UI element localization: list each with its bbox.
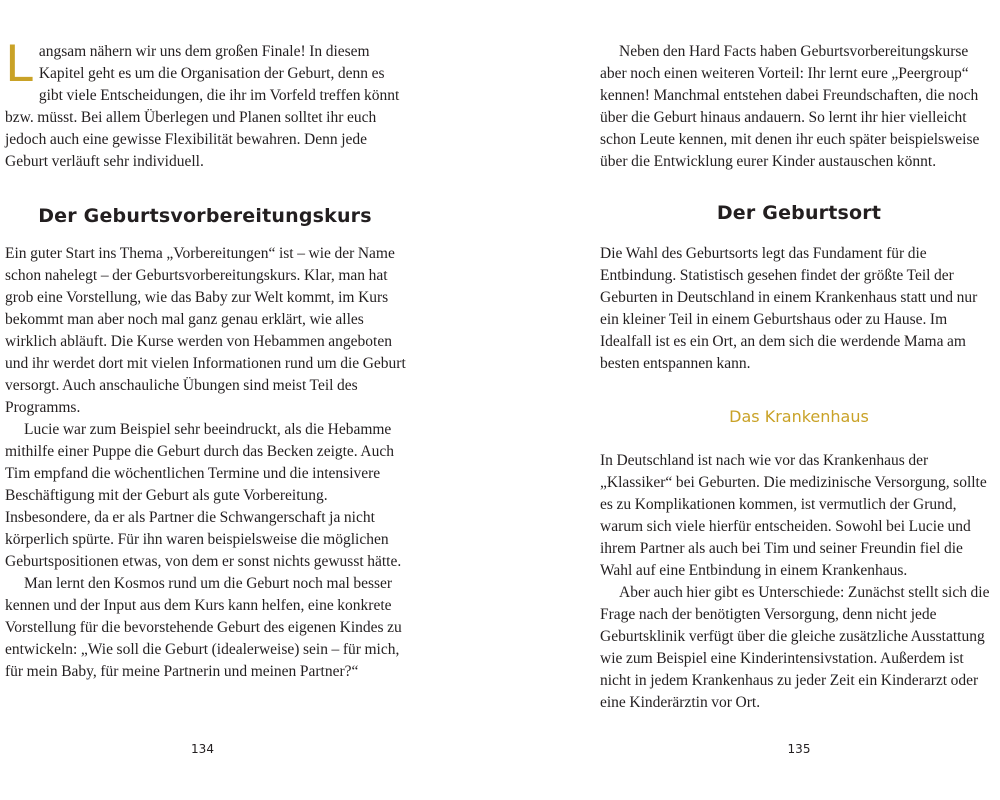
right-page [500,0,1000,800]
geburtsort-paragraph: Die Wahl des Geburtsorts legt das Fundament für die Entbindung. Statistisch gesehen findet der größte Teil der Geburten in Deutschland in einem Krankenhaus statt und nur ein kleiner Teil in einem Geburtshaus oder zu Hause. Im Idealfall ist es ein Ort, an dem sich die werdende Mama am besten entspannen kann. [600,245,978,372]
right-intro-paragraph: Neben den Hard Facts haben Geburtsvorbereitungskurse aber noch einen weiteren Vorteil: Ihr lernt eure „Peergroup“ kennen! Manchmal entstehen dabei Freundschaften, die noch über die Geburt hinaus andauern. So lernt ihr hier vielleicht schon Leute kennen, mit denen ihr euch später beispielsweise über die Entwicklung eurer Kinder austauschen könnt. [600,43,980,170]
body-paragraph-1: Ein guter Start ins Thema „Vorbereitungen“ ist – wie der Name schon nahelegt – der Geburtsvorbereitungskurs. Klar, man hat grob eine Vorstellung, wie das Baby zur Welt kommt, im Kurs bekommt man aber noch mal ganz genau erklärt, wie alles wirklich abläuft. Die Kurse werden von Hebammen angeboten und ihr werdet dort mit vielen Informationen rund um die Geburt versorgt. Auch anschauliche Übungen sind meist Teil des Programms. [5,245,406,416]
page-number-right: 135 [787,742,811,756]
intro-paragraph: angsam nähern wir uns dem großen Finale! In diesem Kapitel geht es um die Organisation der Geburt, denn es gibt viele Entscheidungen, die ihr im Vorfeld treffen könnt bzw. müsst. Bei allem Überlegen und Planen solltet ihr euch jedoch auch eine gewisse Flexibilität bewahren. Denn jede Geburt verläuft sehr individuell. [5,43,400,170]
heading-geburtsvorbereitungskurs: Der Geburtsvorbereitungskurs [38,205,372,227]
body-paragraph-2: Lucie war zum Beispiel sehr beeindruckt, als die Hebamme mithilfe einer Puppe die Geburt durch das Becken zeigte. Auch Tim empfand die wöchentlichen Termine und die intensivere Beschäftigung mit der Geburt als gute Vorbereitung. Insbesondere, da er als Partner die Schwangerschaft ja nicht körperlich spürte. Für ihn waren beispielsweise die möglichen Geburtspositionen etwas, von dem er sonst nichts gewusst hätte. [5,421,402,570]
drop-cap: L [5,35,33,93]
left-body-text [5,243,410,683]
body-paragraph-3: Man lernt den Kosmos rund um die Geburt noch mal besser kennen und der Input aus dem Kurs kann helfen, eine konkrete Vorstellung für die bevorstehende Geburt des eigenen Kindes zu entwickeln: „Wie soll die Geburt (idealerweise) sein – für mich, für mein Baby, für meine Partnerin und meinen Partner?“ [5,575,402,680]
krankenhaus-paragraph-2: Aber auch hier gibt es Unterschiede: Zunächst stellt sich die Frage nach der benötigten Versorgung, denn nicht jede Geburtsklinik verfügt über die gleiche zusätzliche Ausstattung wie zum Beispiel eine Kinderintensivstation. Außerdem ist nicht in jedem Krankenhaus zu jeder Zeit ein Kinderarzt oder eine Kinderärztin vor Ort. [600,584,990,711]
page-number-left: 134 [191,742,214,756]
krankenhaus-paragraph-1: In Deutschland ist nach wie vor das Krankenhaus der „Klassiker“ bei Geburten. Die medizinische Versorgung, sollte es zu Komplikationen kommen, ist vermutlich der Grund, warum sich viele hierfür entscheiden. Sowohl bei Lucie und ihrem Partner als auch bei Tim und seiner Freundin fiel die Wahl auf eine Entbindung in einem Krankenhaus. [600,452,987,579]
subheading-krankenhaus: Das Krankenhaus [729,407,869,426]
krankenhaus-body-text [600,450,998,714]
chapter-intro [5,35,410,173]
heading-geburtsort: Der Geburtsort [716,202,882,224]
